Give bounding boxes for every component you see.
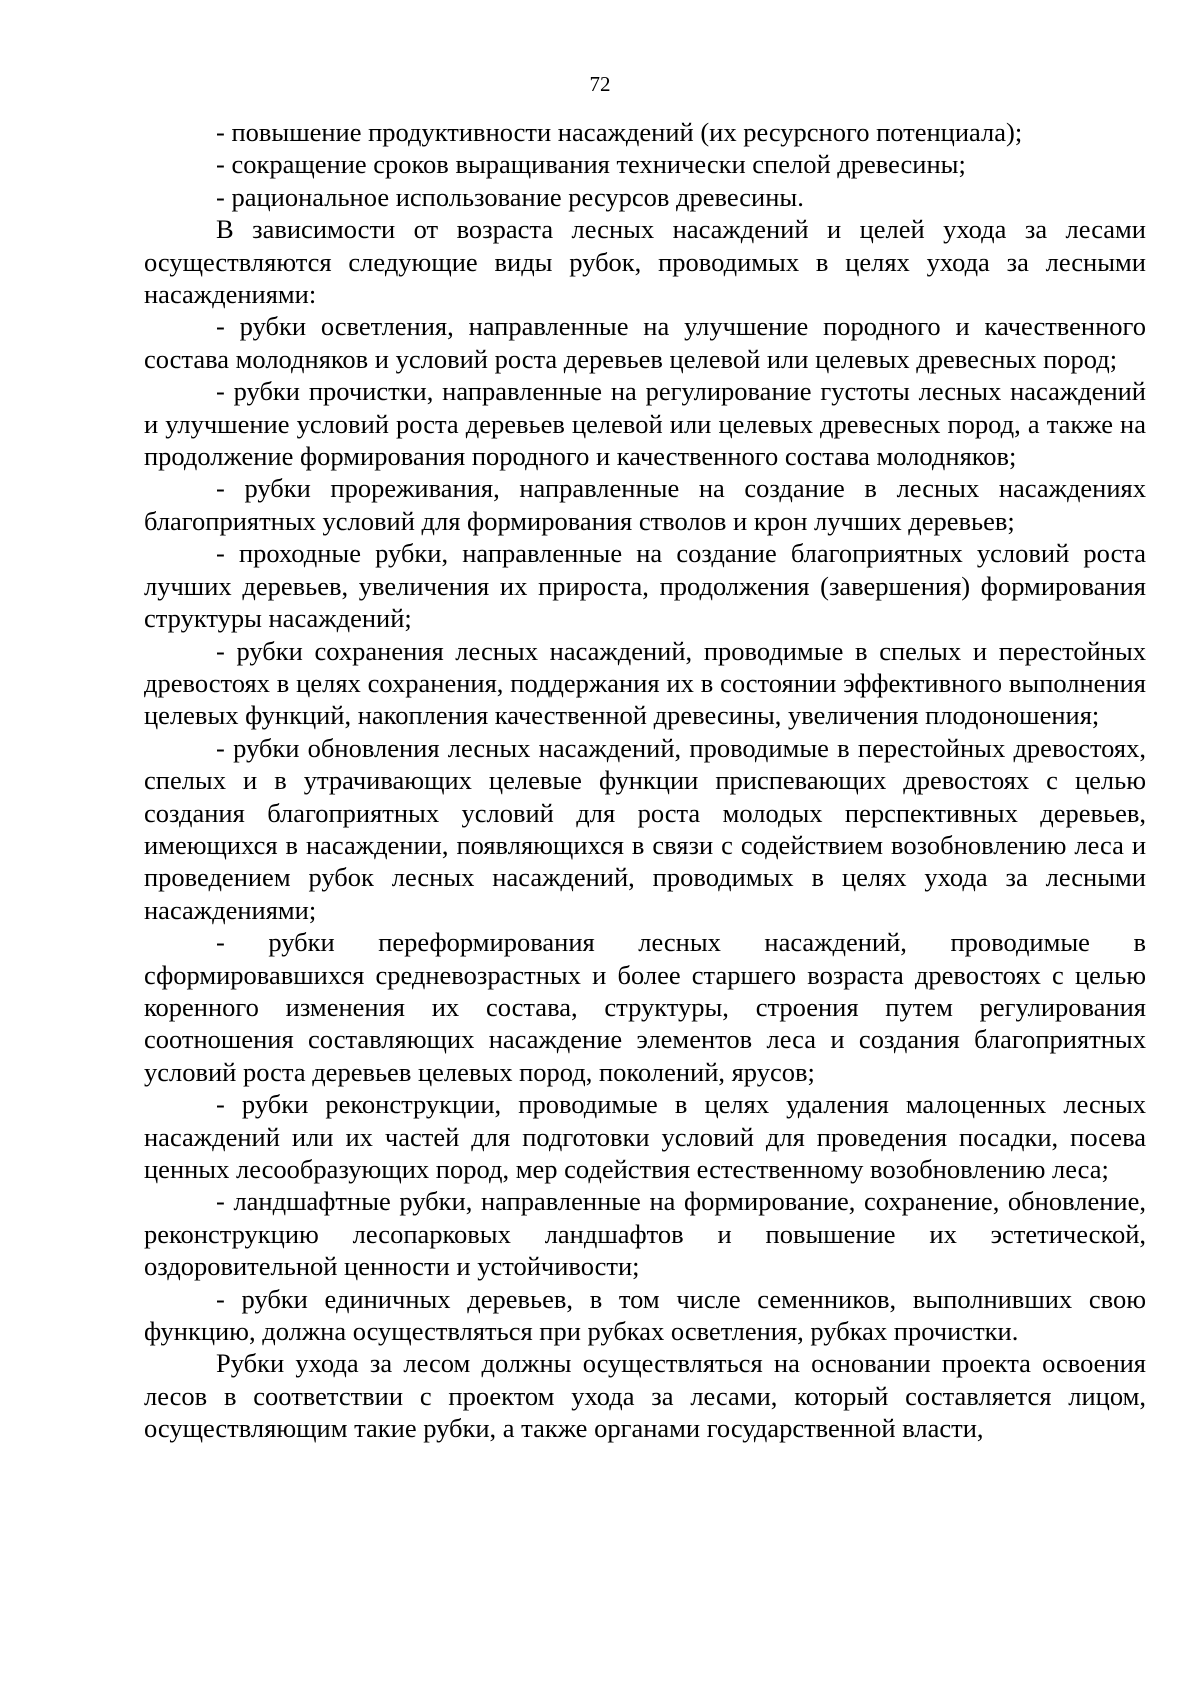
list-item-landscape-cuttings: - ландшафтные рубки, направленные на формирование, сохранение, обновление, реконструкцию лесопарковых ландшафтов и повышение их эстетической, оздоровительной ценности и устойчивости; [144, 1186, 1146, 1282]
list-item-clearing-cuttings: - рубки осветления, направленные на улучшение породного и качественного состава молодняков и условий роста деревьев целевой или целевых древесных пород; [144, 311, 1146, 374]
list-item-cleaning-cuttings: - рубки прочистки, направленные на регулирование густоты лесных насаждений и улучшение условий роста деревьев целевой или целевых древесных пород, а также на продолжение формирования породного и качественного состава молодняков; [144, 376, 1146, 472]
list-item-productivity: - повышение продуктивности насаждений (их ресурсного потенциала); [216, 117, 1023, 147]
list-item-growing-time: - сокращение сроков выращивания технически спелой древесины; [216, 149, 966, 180]
list-item-rational-use: - рациональное использование ресурсов древесины. [216, 181, 804, 212]
page-number: 72 [589, 72, 611, 96]
list-item-renewal-cuttings: - рубки обновления лесных насаждений, проводимые в перестойных древостоях, спелых и в утрачивающих целевые функции приспевающих древостоях с целью создания благоприятных условий для роста молодых перспективных деревьев, имеющихся в насаждении, появляющихся в связи с содействием возобновлению леса и проведением рубок лесных насаждений, проводимых в целях ухода за лесными насаждениями; [144, 732, 1146, 925]
list-item-reconstruction-cuttings: - рубки реконструкции, проводимые в целях удаления малоценных лесных насаждений или их частей для подготовки условий для проведения посадки, посева ценных лесообразующих пород, мер содействия естественному возобновлению леса; [144, 1089, 1146, 1184]
list-item-single-tree-cuttings: - рубки единичных деревьев, в том числе семенников, выполнивших свою функцию, должна осуществляться при рубках осветления, рубках прочистки. [144, 1283, 1146, 1347]
list-item-passage-cuttings: - проходные рубки, направленные на создание благоприятных условий роста лучших деревьев, увеличения их прироста, продолжения (завершения) формирования структуры насаждений; [144, 538, 1146, 634]
paragraph-cutting-types-intro: В зависимости от возраста лесных насаждений и целей ухода за лесами осуществляются следующие виды рубок, проводимых в целях ухода за лесными насаждениями: [144, 214, 1146, 310]
paragraph-forest-care-basis: Рубки ухода за лесом должны осуществляться на основании проекта освоения лесов в соответствии с проектом ухода за лесами, который составляется лицом, осуществляющим такие рубки, а также органами государственной власти, [144, 1348, 1146, 1444]
body-text [144, 116, 1146, 1445]
list-item-reformation-cuttings: - рубки переформирования лесных насаждений, проводимые в сформировавшихся средневозрастных и более старшего возраста древостоях с целью коренного изменения их состава, структуры, строения путем регулирования соотношения составляющих насаждение элементов леса и создания благоприятных условий роста деревьев целевых пород, поколений, ярусов; [144, 927, 1146, 1087]
list-item-thinning-cuttings: - рубки прореживания, направленные на создание в лесных насаждениях благоприятных условий для формирования стволов и крон лучших деревьев; [144, 473, 1146, 536]
list-item-preservation-cuttings: - рубки сохранения лесных насаждений, проводимые в спелых и перестойных древостоях в целях сохранения, поддержания их в состоянии эффективного выполнения целевых функций, накопления качественной древесины, увеличения плодоношения; [144, 635, 1146, 731]
